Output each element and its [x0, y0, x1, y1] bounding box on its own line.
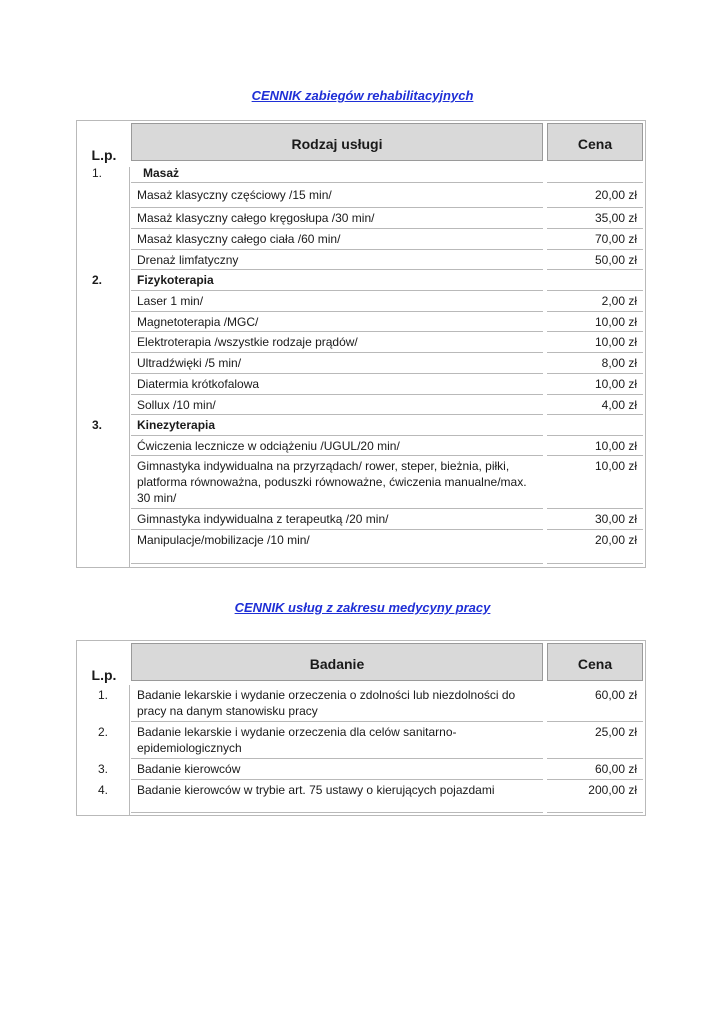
- table-row: [77, 685, 645, 722]
- header-service: Badanie: [131, 643, 543, 681]
- table-row: [77, 353, 645, 374]
- group-number: 3.: [91, 418, 102, 432]
- service-price: 4,00 zł: [547, 395, 643, 415]
- table-row: [77, 436, 645, 456]
- group-name: Kinezyterapia: [131, 415, 543, 436]
- rehab-price-list-title: CENNIK zabiegów rehabilitacyjnych: [251, 88, 474, 103]
- service-label: Ultradźwięki /5 min/: [131, 353, 543, 374]
- table-row: [77, 291, 645, 312]
- service-price: 2,00 zł: [547, 291, 643, 312]
- service-label: Ćwiczenia lecznicze w odciążeniu /UGUL/20 min/: [131, 436, 543, 456]
- table-header: [77, 123, 645, 163]
- service-label: Drenaż limfatyczny: [131, 250, 543, 270]
- header-lp: L.p.: [91, 147, 117, 163]
- service-price: 70,00 zł: [547, 229, 643, 250]
- service-price: 20,00 zł: [547, 183, 643, 208]
- header-price: Cena: [547, 643, 643, 681]
- service-label: Masaż klasyczny częściowy /15 min/: [131, 183, 543, 208]
- group-number: 2.: [91, 273, 102, 287]
- service-label: Sollux /10 min/: [131, 395, 543, 415]
- group-name: Masaż: [131, 163, 543, 183]
- service-price: 50,00 zł: [547, 250, 643, 270]
- table-row: [77, 395, 645, 415]
- service-price: 10,00 zł: [547, 436, 643, 456]
- header-service: Rodzaj usługi: [131, 123, 543, 161]
- row-number: 3.: [97, 762, 108, 776]
- group-row: [77, 270, 645, 291]
- table-row: [77, 530, 645, 564]
- table-row: [77, 456, 645, 509]
- service-label: Manipulacje/mobilizacje /10 min/: [131, 530, 543, 564]
- exam-price: 25,00 zł: [547, 722, 643, 759]
- table-header: [77, 643, 645, 683]
- service-price: 30,00 zł: [547, 509, 643, 530]
- exam-label: Badanie lekarskie i wydanie orzeczenia o zdolności lub niezdolności do pracy na danym stanowisku pracy: [131, 685, 543, 722]
- occupational-price-table: [76, 640, 646, 816]
- row-number: 4.: [97, 783, 108, 797]
- service-price: 35,00 zł: [547, 208, 643, 229]
- row-number: 1.: [97, 688, 108, 702]
- service-label: Gimnastyka indywidualna na przyrządach/ rower, steper, bieżnia, piłki, platforma równoważna, poduszki równoważne, ćwiczenia manualne/max. 30 min/: [131, 456, 543, 509]
- service-price: 10,00 zł: [547, 332, 643, 353]
- group-number: 1.: [91, 166, 102, 180]
- rehab-price-table: [76, 120, 646, 568]
- table-row: [77, 183, 645, 208]
- table-row: [77, 332, 645, 353]
- table-row: [77, 229, 645, 250]
- service-price: 10,00 zł: [547, 374, 643, 395]
- exam-price: 60,00 zł: [547, 685, 643, 722]
- table-row: [77, 780, 645, 813]
- table-row: [77, 759, 645, 780]
- table-row: [77, 208, 645, 229]
- service-label: Masaż klasyczny całego kręgosłupa /30 min/: [131, 208, 543, 229]
- occupational-price-list-title: CENNIK usług z zakresu medycyny pracy: [234, 600, 491, 615]
- service-price: 20,00 zł: [547, 530, 643, 564]
- service-label: Laser 1 min/: [131, 291, 543, 312]
- exam-label: Badanie lekarskie i wydanie orzeczenia dla celów sanitarno-epidemiologicznych: [131, 722, 543, 759]
- header-price: Cena: [547, 123, 643, 161]
- exam-label: Badanie kierowców: [131, 759, 543, 780]
- service-price: 10,00 zł: [547, 312, 643, 332]
- group-row: [77, 163, 645, 183]
- table-row: [77, 509, 645, 530]
- row-number: 2.: [97, 725, 108, 739]
- service-price: 10,00 zł: [547, 456, 643, 509]
- table-row: [77, 250, 645, 270]
- table-row: [77, 722, 645, 759]
- table-row: [77, 312, 645, 332]
- group-name: Fizykoterapia: [131, 270, 543, 291]
- group-row: [77, 415, 645, 436]
- table-row: [77, 374, 645, 395]
- service-label: Diatermia krótkofalowa: [131, 374, 543, 395]
- exam-price: 200,00 zł: [547, 780, 643, 813]
- service-price: 8,00 zł: [547, 353, 643, 374]
- service-label: Elektroterapia /wszystkie rodzaje prądów/: [131, 332, 543, 353]
- service-label: Masaż klasyczny całego ciała /60 min/: [131, 229, 543, 250]
- exam-price: 60,00 zł: [547, 759, 643, 780]
- service-label: Gimnastyka indywidualna z terapeutką /20 min/: [131, 509, 543, 530]
- service-label: Magnetoterapia /MGC/: [131, 312, 543, 332]
- exam-label: Badanie kierowców w trybie art. 75 ustawy o kierujących pojazdami: [131, 780, 543, 813]
- header-lp: L.p.: [91, 667, 117, 683]
